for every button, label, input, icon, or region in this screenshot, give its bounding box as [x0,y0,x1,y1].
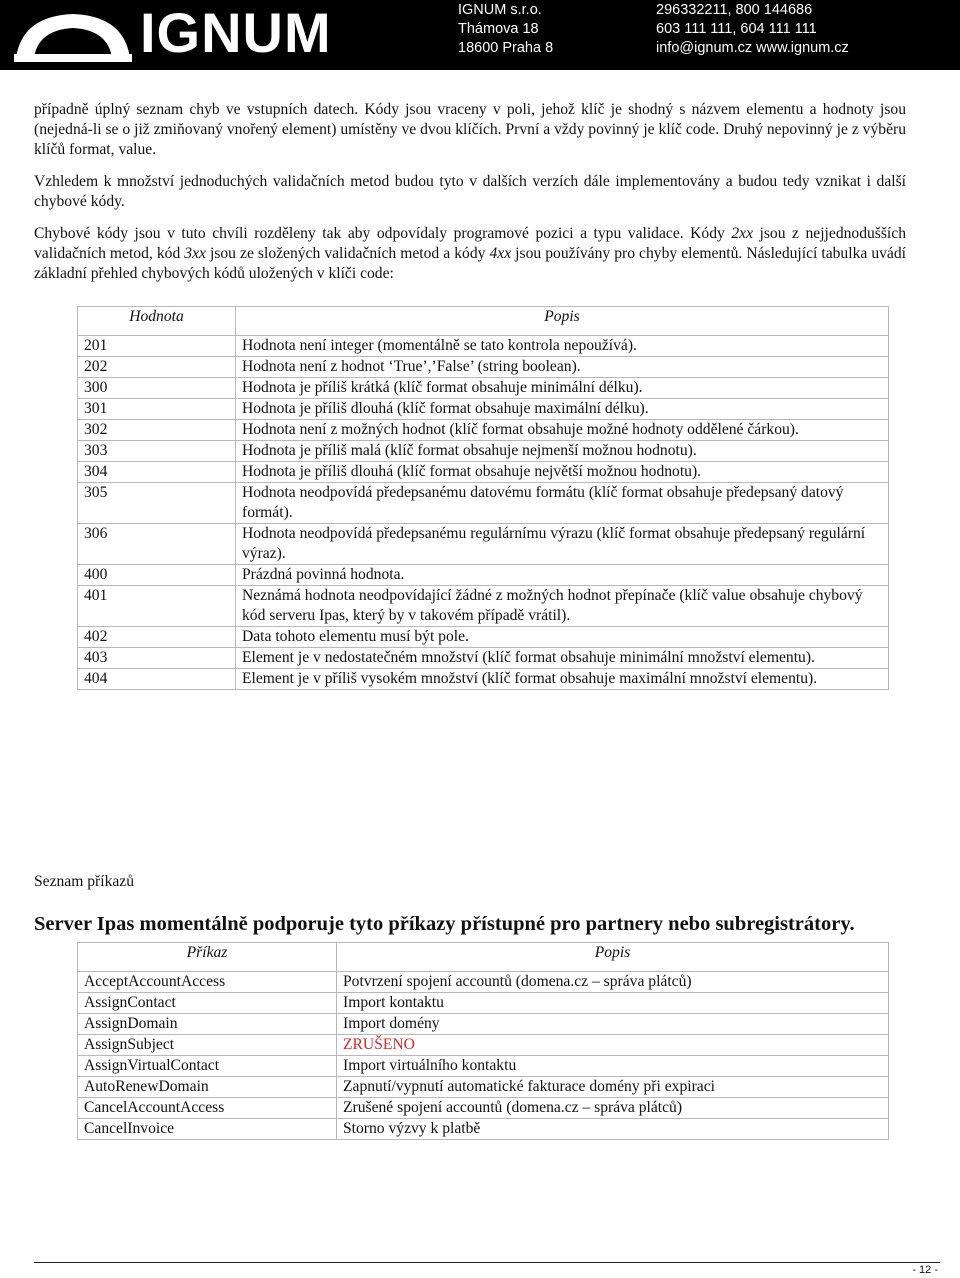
table-row [78,336,889,357]
table-row [78,565,889,586]
table-header-row [78,943,889,972]
table-row [78,1098,889,1119]
column-header-command: Příkaz [78,943,337,972]
error-description: Hodnota je příliš krátká (klíč format obsahuje minimální délku). [236,378,889,399]
error-description: Prázdná povinná hodnota. [236,565,889,586]
command-description: Zrušené spojení accountů (domena.cz – správa plátců) [337,1098,889,1119]
command-name: CancelAccountAccess [78,1098,337,1119]
paragraph-1: případně úplný seznam chyb ve vstupních datech. Kódy jsou vraceny v poli, jehož klíč je shodný s názvem elementu a hodnoty jsou (nejedná-li se o již zmiňovaný vnořený element) umístěny ve dvou klíčích. První a vždy povinný je klíč code. Druhý nepovinný je z výběru klíčů format, value. [34,101,906,158]
table-row [78,1014,889,1035]
commands-table [77,942,889,1140]
column-header-code: Hodnota [78,307,236,336]
command-description: Zapnutí/vypnutí automatické fakturace domény při expiraci [337,1077,889,1098]
table-row [78,1077,889,1098]
p3-part-d: jsou používány pro chyby elementů. Následující tabulka uvádí základní přehled chybových kódů uložených v klíči code: [34,245,906,282]
error-code: 403 [78,648,236,669]
section-heading: Server Ipas momentálně podporuje tyto příkazy přístupné pro partnery nebo subregistrátory. [34,913,855,935]
company-city: 18600 Praha 8 [458,40,554,56]
column-header-description: Popis [236,307,889,336]
ignum-logo-icon [12,6,134,64]
code-2xx: 2xx [731,225,753,242]
error-description: Hodnota je příliš dlouhá (klíč format obsahuje největší možnou hodnotu). [236,462,889,483]
table-row [78,1035,889,1056]
logo-wordmark: IGNUM [140,1,332,64]
error-description: Element je v nedostatečném množství (klíč format obsahuje minimální množství elementu). [236,648,889,669]
table-row [78,648,889,669]
table-row [78,462,889,483]
error-code: 304 [78,462,236,483]
phone-main: 296332211, 800 144686 [656,2,813,18]
error-description: Hodnota neodpovídá předepsanému datovému formátu (klíč format obsahuje předepsaný datový formát). [236,483,889,524]
error-description: Data tohoto elementu musí být pole. [236,627,889,648]
section-label: Seznam příkazů [34,873,135,890]
letterhead [0,0,960,70]
command-name: AssignDomain [78,1014,337,1035]
code-3xx: 3xx [184,245,206,262]
error-code: 201 [78,336,236,357]
error-code: 303 [78,441,236,462]
command-description: Import domény [337,1014,889,1035]
email-web: info@ignum.cz www.ignum.cz [656,40,849,56]
footer-divider [34,1262,940,1263]
command-name: AcceptAccountAccess [78,972,337,993]
command-description: Potvrzení spojení accountů (domena.cz – správa plátců) [337,972,889,993]
error-code: 400 [78,565,236,586]
command-name: AssignVirtualContact [78,1056,337,1077]
command-name: CancelInvoice [78,1119,337,1140]
error-code: 202 [78,357,236,378]
p3-part-a: Chybové kódy jsou v tuto chvíli rozděleny tak aby odpovídaly programové pozici a typu validace. Kódy [34,225,732,242]
error-description: Hodnota je příliš dlouhá (klíč format obsahuje maximální délku). [236,399,889,420]
error-description: Hodnota není z hodnot ‘True’,’False’ (string boolean). [236,357,889,378]
error-code: 305 [78,483,236,524]
command-name: AssignContact [78,993,337,1014]
error-description: Hodnota není z možných hodnot (klíč format obsahuje možné hodnoty oddělené čárkou). [236,420,889,441]
company-street: Thámova 18 [458,21,539,37]
table-row [78,441,889,462]
error-description: Neznámá hodnota neodpovídající žádné z možných hodnot přepínače (klíč value obsahuje chybový kód serveru Ipas, který by v takovém případě vrátil). [236,586,889,627]
error-code: 300 [78,378,236,399]
table-row [78,524,889,565]
table-header-row [78,307,889,336]
command-description: ZRUŠENO [337,1035,889,1056]
table-row [78,1119,889,1140]
table-row [78,1056,889,1077]
code-4xx: 4xx [489,245,512,262]
table-row [78,627,889,648]
table-row [78,378,889,399]
company-name: IGNUM s.r.o. [458,2,542,18]
error-description: Hodnota neodpovídá předepsanému regulárnímu výrazu (klíč format obsahuje předepsaný regulární výraz). [236,524,889,565]
page-number: - 12 - [912,1264,938,1276]
command-name: AutoRenewDomain [78,1077,337,1098]
body-text [34,100,906,296]
error-description: Element je v příliš vysokém množství (klíč format obsahuje maximální množství elementu). [236,669,889,690]
paragraph-3 [34,224,906,284]
error-code: 402 [78,627,236,648]
command-name: AssignSubject [78,1035,337,1056]
p3-part-c: jsou ze složených validačních metod a kódy [205,245,490,262]
error-code: 306 [78,524,236,565]
command-description: Storno výzvy k platbě [337,1119,889,1140]
error-code: 404 [78,669,236,690]
error-code: 301 [78,399,236,420]
phone-other: 603 111 111, 604 111 111 [656,21,817,37]
command-description: Import kontaktu [337,993,889,1014]
table-row [78,669,889,690]
command-description: Import virtuálního kontaktu [337,1056,889,1077]
column-header-description: Popis [337,943,889,972]
company-contacts [656,1,849,58]
p3-part-b: jsou z nejjednodušších validačních metod, kód [34,225,906,262]
company-address [458,1,553,58]
error-description: Hodnota je příliš malá (klíč format obsahuje nejmenší možnou hodnotu). [236,441,889,462]
table-row [78,586,889,627]
paragraph-2: Vzhledem k množství jednoduchých validačních metod budou tyto v dalších verzích dále implementovány a budou tedy vznikat i další chybové kódy. [34,173,906,210]
error-codes-table [77,306,889,690]
error-code: 401 [78,586,236,627]
table-row [78,399,889,420]
table-row [78,972,889,993]
error-code: 302 [78,420,236,441]
table-row [78,483,889,524]
table-row [78,993,889,1014]
table-row [78,420,889,441]
error-description: Hodnota není integer (momentálně se tato kontrola nepoužívá). [236,336,889,357]
table-row [78,357,889,378]
